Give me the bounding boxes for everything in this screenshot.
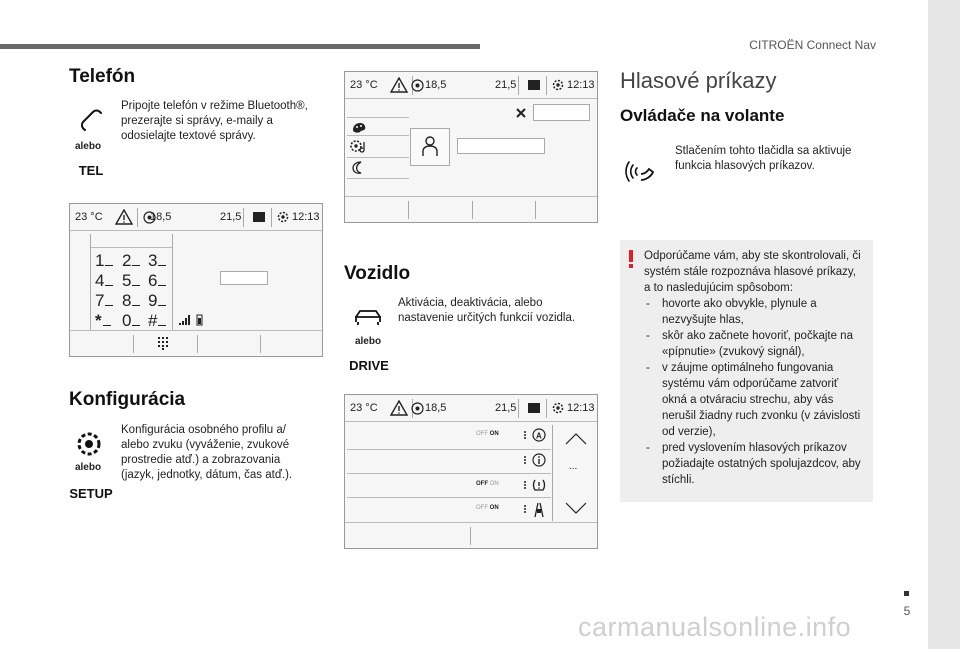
user-profile-icon[interactable] bbox=[421, 135, 439, 157]
warning-bullet: - pred vyslovením hlasových príkazov požiadajte ostatných spolujazdcov, aby stíchli. bbox=[644, 440, 869, 488]
chevron-down-icon[interactable] bbox=[565, 502, 587, 514]
toggle-off-on[interactable]: OFF ON bbox=[476, 505, 499, 511]
warning-box bbox=[620, 240, 873, 502]
watermark: carmanualsonline.info bbox=[578, 612, 852, 642]
phone-icon bbox=[79, 108, 105, 134]
status-left-value: 18,5 bbox=[150, 211, 172, 223]
auto-lights-icon[interactable] bbox=[532, 428, 546, 442]
warning-intro-line: a to nasledujúcim spôsobom: bbox=[644, 282, 793, 294]
gear-sound-icon[interactable] bbox=[349, 138, 369, 155]
status-left-value: 18,5 bbox=[425, 402, 447, 414]
konfiguracia-title: Konfigurácia bbox=[69, 389, 186, 410]
media-icon bbox=[252, 211, 266, 223]
vehicle-screen bbox=[344, 394, 598, 549]
status-right-value: 21,5 bbox=[220, 211, 242, 223]
page-number: 5 bbox=[903, 604, 911, 618]
hlasove-title: Hlasové príkazy bbox=[620, 68, 777, 93]
keypad-key[interactable]: 5 bbox=[122, 271, 140, 291]
signal-strength-icon bbox=[178, 314, 192, 326]
status-time: 12:13 bbox=[292, 211, 320, 223]
settings-screen bbox=[344, 71, 598, 223]
settings-gear-icon bbox=[276, 210, 290, 224]
warning-bullet: - v záujme optimálneho fungovania systému vám odporúčame zatvoriť okná a otváraciu strechu, aby vás nerušil žiadny ruch zvonku (v závislosti od verzie), bbox=[644, 360, 869, 440]
keypad-key[interactable]: 2 bbox=[122, 251, 140, 271]
status-temp: 23 °C bbox=[350, 79, 378, 91]
status-temp: 23 °C bbox=[75, 211, 103, 223]
keypad-key[interactable]: 6 bbox=[148, 271, 166, 291]
profile-info-field[interactable] bbox=[457, 138, 545, 154]
status-right-value: 21,5 bbox=[495, 79, 517, 91]
keypad-key[interactable]: 7 bbox=[95, 291, 113, 311]
screen-bottom-bar bbox=[345, 196, 597, 222]
navigation-target-icon bbox=[411, 79, 424, 92]
keypad-key[interactable]: 8 bbox=[122, 291, 140, 311]
konfiguracia-text: Konfigurácia osobného profilu a/ alebo zvuku (vyváženie, zvukové prostredie atď.) a zobrazovania (jazyk, jednotky, dátum, čas atď.). bbox=[121, 424, 293, 481]
settings-gear-icon bbox=[551, 401, 565, 415]
warning-bullet-list bbox=[644, 296, 869, 488]
keypad-key[interactable]: 0 bbox=[122, 311, 140, 331]
phone-screen bbox=[69, 203, 323, 357]
battery-icon bbox=[196, 313, 203, 326]
profile-name-field[interactable] bbox=[533, 104, 590, 121]
close-icon[interactable] bbox=[516, 108, 526, 118]
number-field[interactable] bbox=[220, 271, 268, 285]
screen-bottom-bar bbox=[345, 522, 597, 548]
more-vertical-icon[interactable] bbox=[523, 430, 527, 440]
warning-intro-line: systém stále rozpoznáva hlasové príkazy, bbox=[644, 266, 856, 278]
night-mode-moon-icon[interactable] bbox=[351, 160, 365, 175]
vozidlo-text: Aktivácia, deaktivácia, alebo nastavenie určitých funkcií vozidla. bbox=[398, 297, 576, 324]
telefon-title: Telefón bbox=[69, 66, 136, 87]
keypad-key[interactable]: 4 bbox=[95, 271, 113, 291]
tyre-warning-icon[interactable] bbox=[532, 478, 546, 492]
page-marker bbox=[904, 591, 909, 596]
ellipsis: ... bbox=[569, 461, 578, 472]
side-band bbox=[928, 0, 960, 649]
chevron-up-icon[interactable] bbox=[565, 433, 587, 445]
color-palette-icon[interactable] bbox=[351, 120, 367, 134]
more-vertical-icon[interactable] bbox=[523, 504, 527, 514]
status-bar bbox=[345, 395, 597, 422]
vozidlo-title: Vozidlo bbox=[344, 263, 411, 284]
warning-triangle-icon bbox=[390, 77, 408, 93]
info-icon[interactable] bbox=[532, 453, 546, 467]
hlasove-subtitle: Ovládače na volante bbox=[620, 106, 785, 125]
status-time: 12:13 bbox=[567, 402, 595, 414]
konfiguracia-alebo: alebo bbox=[74, 462, 102, 473]
telefon-text: Pripojte telefón v režime Bluetooth®, prezerajte si správy, e-maily a odosielajte textové správy. bbox=[121, 100, 308, 142]
screen-bottom-bar bbox=[70, 330, 322, 356]
telefon-badge: TEL bbox=[78, 163, 104, 178]
keypad-key[interactable]: * bbox=[95, 311, 111, 331]
warning-bullet: - hovorte ako obvykle, plynule a nezvyšujte hlas, bbox=[644, 296, 869, 328]
telefon-alebo: alebo bbox=[74, 141, 102, 152]
vozidlo-alebo: alebo bbox=[354, 336, 382, 347]
navigation-target-icon bbox=[411, 402, 424, 415]
warning-bullet: - skôr ako začnete hovoriť, počkajte na «pípnutie» (zvukový signál), bbox=[644, 328, 869, 360]
keypad-icon[interactable] bbox=[156, 336, 170, 351]
status-temp: 23 °C bbox=[350, 402, 378, 414]
settings-gear-icon bbox=[551, 78, 565, 92]
toggle-off-on[interactable]: OFF ON bbox=[476, 481, 499, 487]
status-bar bbox=[70, 204, 322, 231]
status-time: 12:13 bbox=[567, 79, 595, 91]
warning-triangle-icon bbox=[115, 209, 133, 225]
status-bar bbox=[345, 72, 597, 99]
lane-assist-icon[interactable] bbox=[532, 502, 546, 518]
top-rule bbox=[0, 44, 480, 49]
more-vertical-icon[interactable] bbox=[523, 455, 527, 465]
warning-intro-line: Odporúčame vám, aby ste skontrolovali, či bbox=[644, 250, 861, 262]
konfiguracia-badge: SETUP bbox=[69, 486, 113, 501]
keypad-key[interactable]: # bbox=[148, 311, 166, 331]
more-vertical-icon[interactable] bbox=[523, 480, 527, 490]
toggle-off-on[interactable]: OFF ON bbox=[476, 431, 499, 437]
keypad-key[interactable]: 3 bbox=[148, 251, 166, 271]
status-left-value: 18,5 bbox=[425, 79, 447, 91]
keypad-key[interactable]: 1 bbox=[95, 251, 113, 271]
brand-header: CITROËN Connect Nav bbox=[749, 38, 876, 52]
car-icon bbox=[353, 306, 383, 328]
voice-command-icon bbox=[623, 150, 657, 186]
hlasove-text: Stlačením tohto tlačidla sa aktivuje funkcia hlasových príkazov. bbox=[675, 145, 852, 172]
svg-text:A: A bbox=[536, 431, 542, 441]
status-right-value: 21,5 bbox=[495, 402, 517, 414]
warning-exclamation-icon bbox=[628, 250, 634, 268]
vozidlo-badge: DRIVE bbox=[349, 358, 389, 373]
setup-gear-icon bbox=[75, 430, 103, 458]
warning-triangle-icon bbox=[390, 400, 408, 416]
media-icon bbox=[527, 79, 541, 91]
media-icon bbox=[527, 402, 541, 414]
keypad-key[interactable]: 9 bbox=[148, 291, 166, 311]
